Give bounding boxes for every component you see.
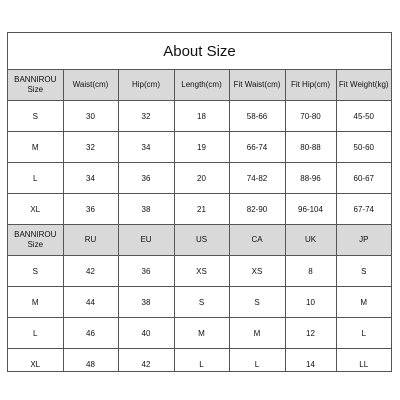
value-cell: 32 — [63, 132, 118, 163]
size-label: Size — [27, 240, 44, 249]
value-cell: L — [174, 349, 229, 373]
column-header: Hip(cm) — [118, 70, 174, 101]
value-cell: 18 — [174, 101, 229, 132]
value-cell: M — [336, 287, 391, 318]
value-cell: 42 — [63, 256, 118, 287]
table-row — [8, 132, 391, 163]
value-cell: 42 — [118, 349, 174, 373]
value-cell: 45-50 — [336, 101, 391, 132]
table-row — [8, 163, 391, 194]
size-cell: S — [8, 101, 63, 132]
column-header: EU — [118, 225, 174, 256]
size-cell: XL — [8, 194, 63, 225]
table-row — [8, 256, 391, 287]
value-cell: 60-67 — [336, 163, 391, 194]
conversion-header-row — [8, 225, 391, 256]
brand-label: BANNIROU — [14, 75, 57, 84]
value-cell: 58-66 — [229, 101, 285, 132]
value-cell: XS — [174, 256, 229, 287]
value-cell: 46 — [63, 318, 118, 349]
value-cell: 12 — [285, 318, 336, 349]
value-cell: 67-74 — [336, 194, 391, 225]
value-cell: 21 — [174, 194, 229, 225]
value-cell: XS — [229, 256, 285, 287]
size-table — [8, 70, 391, 372]
value-cell: 48 — [63, 349, 118, 373]
value-cell: S — [174, 287, 229, 318]
table-row — [8, 101, 391, 132]
column-header: CA — [229, 225, 285, 256]
size-cell: M — [8, 132, 63, 163]
column-header: Fit Hip(cm) — [285, 70, 336, 101]
brand-label: BANNIROU — [14, 230, 57, 239]
value-cell: 74-82 — [229, 163, 285, 194]
size-label: Size — [27, 85, 44, 94]
size-cell: XL — [8, 349, 63, 373]
value-cell: 38 — [118, 287, 174, 318]
table-row — [8, 194, 391, 225]
value-cell: 32 — [118, 101, 174, 132]
value-cell: 36 — [118, 163, 174, 194]
measurement-header-row — [8, 70, 391, 101]
column-header: UK — [285, 225, 336, 256]
value-cell: 80-88 — [285, 132, 336, 163]
table-row — [8, 349, 391, 373]
value-cell: 36 — [118, 256, 174, 287]
size-chart — [7, 32, 392, 372]
value-cell: 66-74 — [229, 132, 285, 163]
table-row — [8, 318, 391, 349]
size-cell: S — [8, 256, 63, 287]
brand-size-header — [8, 70, 63, 101]
value-cell: 34 — [118, 132, 174, 163]
value-cell: S — [229, 287, 285, 318]
value-cell: M — [174, 318, 229, 349]
column-header: Length(cm) — [174, 70, 229, 101]
value-cell: 14 — [285, 349, 336, 373]
value-cell: 8 — [285, 256, 336, 287]
column-header: Fit Weight(kg) — [336, 70, 391, 101]
column-header: Waist(cm) — [63, 70, 118, 101]
size-cell: L — [8, 163, 63, 194]
value-cell: 36 — [63, 194, 118, 225]
brand-size-header — [8, 225, 63, 256]
value-cell: 50-60 — [336, 132, 391, 163]
value-cell: S — [336, 256, 391, 287]
table-row — [8, 287, 391, 318]
value-cell: 40 — [118, 318, 174, 349]
value-cell: 20 — [174, 163, 229, 194]
column-header: RU — [63, 225, 118, 256]
column-header: Fit Waist(cm) — [229, 70, 285, 101]
size-cell: L — [8, 318, 63, 349]
value-cell: 82-90 — [229, 194, 285, 225]
value-cell: 44 — [63, 287, 118, 318]
size-chart-title: About Size — [8, 33, 391, 70]
column-header: US — [174, 225, 229, 256]
value-cell: 19 — [174, 132, 229, 163]
value-cell: 88-96 — [285, 163, 336, 194]
value-cell: 38 — [118, 194, 174, 225]
value-cell: M — [229, 318, 285, 349]
value-cell: 10 — [285, 287, 336, 318]
column-header: JP — [336, 225, 391, 256]
value-cell: 96-104 — [285, 194, 336, 225]
size-cell: M — [8, 287, 63, 318]
value-cell: 30 — [63, 101, 118, 132]
value-cell: LL — [336, 349, 391, 373]
value-cell: L — [229, 349, 285, 373]
value-cell: 70-80 — [285, 101, 336, 132]
value-cell: 34 — [63, 163, 118, 194]
value-cell: L — [336, 318, 391, 349]
